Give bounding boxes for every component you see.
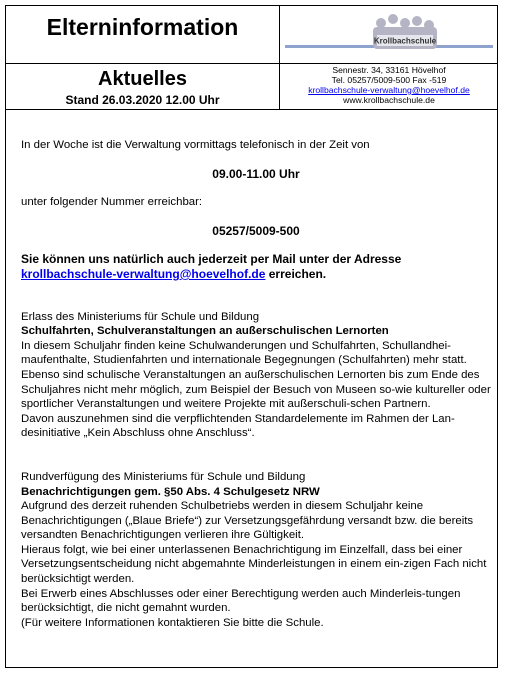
section1-paragraph: Davon auszunehmen sind die verpflichtenden Standardelemente im Rahmen der Lan-desinitiative „Kein Abschluss ohne Anschluss“. <box>21 412 455 440</box>
page-title: Elterninformation <box>46 14 239 40</box>
section-notifications <box>21 470 491 631</box>
mail-text: Sie können uns natürlich auch jederzeit per Mail unter der Adresse <box>21 252 402 267</box>
mail-paragraph <box>21 252 491 281</box>
header-divider <box>6 63 497 64</box>
address-block <box>281 65 497 105</box>
section1-source: Erlass des Ministeriums für Schule und Bildung <box>21 310 260 323</box>
section2-source: Rundverfügung des Ministeriums für Schule und Bildung <box>21 470 306 483</box>
section-school-trips <box>21 310 491 441</box>
phone-number: 05257/5009-500 <box>212 223 300 238</box>
address: Sennestr. 34, 33161 Hövelhof <box>332 65 446 75</box>
subtitle: Aktuelles <box>98 68 187 90</box>
section2-paragraph: Bei Erwerb eines Abschlusses oder einer Berechtigung werden auch Minderleis-tungen berücksichtigt, die nicht gemahnt wurden. <box>21 587 461 615</box>
office-hours: 09.00-11.00 Uhr <box>212 166 300 181</box>
phone-fax: Tel. 05257/5009-500 Fax -519 <box>331 75 447 85</box>
logo-text: Krollbachschule <box>373 36 437 46</box>
section2-paragraph: (Für weitere Informationen kontaktieren Sie bitte die Schule. <box>21 616 324 629</box>
section1-heading: Schulfahrten, Schulveranstaltungen an außerschulischen Lernorten <box>21 325 389 338</box>
document-frame <box>5 5 498 668</box>
section2-paragraph: Hieraus folgt, wie bei einer unterlassenen Benachrichtigung im Einzelfall, dass bei einer Versetzungsentscheidung nicht abgemahnte Minderleistungen in einem ein-zigen Fach nicht berücksichtigt werden. <box>21 543 487 586</box>
section2-heading: Benachrichtigungen gem. §50 Abs. 4 Schulgesetz NRW <box>21 485 320 498</box>
section1-paragraph: Ebenso sind schulische Veranstaltungen an außerschulischen Lernorten bis zum Ende des Schuljahres nicht mehr möglich, zum Beispiel der Besuch von Museen so-wie kultureller oder sportlicher Veranstaltungen und weitere Projekte mit außerschuli-schen Partnern. <box>21 368 491 411</box>
mail-link[interactable]: krollbachschule-verwaltung@hoevelhof.de <box>21 266 266 281</box>
content-body <box>21 138 491 630</box>
website[interactable]: www.krollbachschule.de <box>343 95 435 105</box>
section1-paragraph: In diesem Schuljahr finden keine Schulwanderungen und Schulfahrten, Schullandhei-maufenthalte, Studienfahrten und internationale Begegnungen (Schulfahrten) mehr statt. <box>21 339 467 367</box>
phone-intro: In der Woche ist die Verwaltung vormittags telefonisch in der Zeit von <box>21 139 370 151</box>
section2-paragraph: Aufgrund des derzeit ruhenden Schulbetriebs werden in diesem Schuljahr keine Benachrichtigungen („Blaue Briefe“) zur Versetzungsgefährdung versandt bzw. die bereits versandten Benachrichtigungen verlieren ihre Gültigkeit. <box>21 500 474 542</box>
email-link[interactable]: krollbachschule-verwaltung@hoevelhof.de <box>308 85 470 95</box>
school-logo <box>281 9 497 61</box>
header-bottom-divider <box>6 109 497 110</box>
header-column-divider <box>279 6 280 109</box>
stand-date: Stand 26.03.2020 12.00 Uhr <box>65 93 220 107</box>
mail-suffix: erreichen. <box>265 266 327 281</box>
reach-text: unter folgender Nummer erreichbar: <box>21 196 203 209</box>
